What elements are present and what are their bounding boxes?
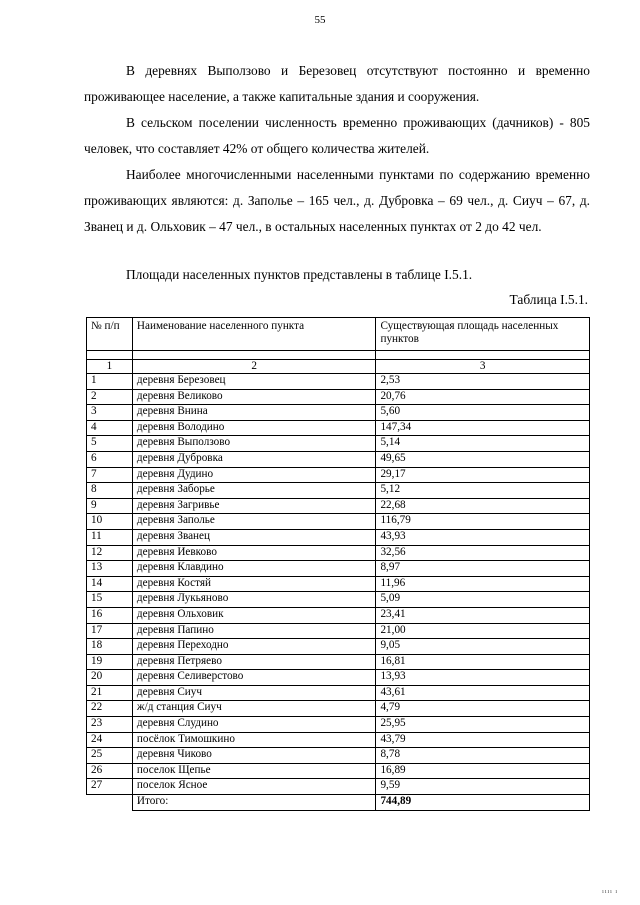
- row-number: 20: [87, 670, 133, 686]
- paragraph-3: Наиболее многочисленными населенными пунктами по содержанию временно проживающих являются: д. Заполье – 165 чел., д. Дубровка – 69 чел., д. Сиуч – 67, д. Званец и д. Ольховик – 47 чел., в остальных населенных пунктах от 2 до 42 чел.: [84, 167, 590, 234]
- settlement-area: 8,78: [376, 748, 590, 764]
- row-number: 4: [87, 420, 133, 436]
- row-number: 13: [87, 561, 133, 577]
- column-number: 2: [132, 360, 376, 374]
- spacer-cell: [132, 351, 376, 360]
- table-row: [87, 576, 590, 592]
- settlement-name: деревня Великово: [132, 389, 376, 405]
- spacer-cell: [376, 351, 590, 360]
- table-row: [87, 514, 590, 530]
- table-row: [87, 592, 590, 608]
- settlement-area: 22,68: [376, 498, 590, 514]
- spacer-cell: [87, 351, 133, 360]
- settlement-area: 5,60: [376, 405, 590, 421]
- table-row: [87, 717, 590, 733]
- settlement-name: деревня Переходно: [132, 639, 376, 655]
- table-row: [87, 498, 590, 514]
- table-spacer-row: [87, 351, 590, 360]
- settlement-area: 5,09: [376, 592, 590, 608]
- table-row: [87, 451, 590, 467]
- row-number: 1: [87, 374, 133, 390]
- settlement-name: деревня Внина: [132, 405, 376, 421]
- table-caption: Таблица I.5.1.: [509, 292, 588, 307]
- settlement-name: деревня Лукьяново: [132, 592, 376, 608]
- table-row: [87, 561, 590, 577]
- footer-mark: ıııı ı: [602, 889, 618, 895]
- settlement-name: деревня Дубровка: [132, 451, 376, 467]
- settlement-area: 16,89: [376, 763, 590, 779]
- settlement-area: 21,00: [376, 623, 590, 639]
- table-row: [87, 748, 590, 764]
- settlement-name: деревня Володино: [132, 420, 376, 436]
- settlement-name: поселок Щепье: [132, 763, 376, 779]
- column-number: 3: [376, 360, 590, 374]
- settlement-area: 13,93: [376, 670, 590, 686]
- settlement-name: деревня Сиуч: [132, 685, 376, 701]
- header-name: Наименование населенного пункта: [132, 318, 376, 351]
- table-row: [87, 545, 590, 561]
- table-row: [87, 436, 590, 452]
- settlement-area: 5,14: [376, 436, 590, 452]
- settlement-name: деревня Выползово: [132, 436, 376, 452]
- settlement-area: 8,97: [376, 561, 590, 577]
- row-number: 17: [87, 623, 133, 639]
- settlement-area: 4,79: [376, 701, 590, 717]
- table-row: [87, 639, 590, 655]
- table-row: [87, 623, 590, 639]
- row-number: 21: [87, 685, 133, 701]
- column-numbers-row: [87, 360, 590, 374]
- settlement-name: деревня Селиверстово: [132, 670, 376, 686]
- row-number: 25: [87, 748, 133, 764]
- settlement-area: 32,56: [376, 545, 590, 561]
- row-number: 14: [87, 576, 133, 592]
- settlements-area-table: [86, 317, 590, 811]
- settlement-area: 16,81: [376, 654, 590, 670]
- settlement-name: деревня Загривье: [132, 498, 376, 514]
- row-number: 6: [87, 451, 133, 467]
- table-row: [87, 670, 590, 686]
- settlement-name: ж/д станция Сиуч: [132, 701, 376, 717]
- settlement-area: 9,59: [376, 779, 590, 795]
- settlement-name: деревня Петряево: [132, 654, 376, 670]
- row-number: 15: [87, 592, 133, 608]
- settlement-name: деревня Костяй: [132, 576, 376, 592]
- total-empty-cell: [87, 795, 133, 811]
- settlement-name: деревня Березовец: [132, 374, 376, 390]
- table-row: [87, 701, 590, 717]
- settlement-area: 2,53: [376, 374, 590, 390]
- paragraph-2: В сельском поселении численность временно проживающих (дачников) - 805 человек, что составляет 42% от общего количества жителей.: [84, 115, 590, 156]
- row-number: 22: [87, 701, 133, 717]
- settlement-name: деревня Званец: [132, 529, 376, 545]
- settlement-name: деревня Дудино: [132, 467, 376, 483]
- row-number: 8: [87, 483, 133, 499]
- table-row: [87, 374, 590, 390]
- settlement-area: 20,76: [376, 389, 590, 405]
- settlement-name: деревня Папино: [132, 623, 376, 639]
- row-number: 19: [87, 654, 133, 670]
- table-row: [87, 763, 590, 779]
- column-number: 1: [87, 360, 133, 374]
- row-number: 24: [87, 732, 133, 748]
- settlement-area: 43,79: [376, 732, 590, 748]
- row-number: 27: [87, 779, 133, 795]
- header-area: Существующая площадь населенных пунктов: [376, 318, 590, 351]
- settlement-name: деревня Заполье: [132, 514, 376, 530]
- header-num: № п/п: [87, 318, 133, 351]
- table-row: [87, 405, 590, 421]
- table-row: [87, 685, 590, 701]
- settlement-area: 9,05: [376, 639, 590, 655]
- settlement-name: поселок Ясное: [132, 779, 376, 795]
- page-number: 55: [314, 14, 326, 26]
- settlement-area: 23,41: [376, 607, 590, 623]
- table-row: [87, 389, 590, 405]
- settlement-area: 43,93: [376, 529, 590, 545]
- row-number: 5: [87, 436, 133, 452]
- row-number: 26: [87, 763, 133, 779]
- row-number: 18: [87, 639, 133, 655]
- total-label: Итого:: [132, 795, 376, 811]
- settlement-name: деревня Чиково: [132, 748, 376, 764]
- row-number: 23: [87, 717, 133, 733]
- table-row: [87, 732, 590, 748]
- table-row: [87, 529, 590, 545]
- row-number: 9: [87, 498, 133, 514]
- settlement-area: 49,65: [376, 451, 590, 467]
- settlement-area: 25,95: [376, 717, 590, 733]
- row-number: 3: [87, 405, 133, 421]
- row-number: 16: [87, 607, 133, 623]
- settlement-name: посёлок Тимошкино: [132, 732, 376, 748]
- settlement-area: 43,61: [376, 685, 590, 701]
- settlement-area: 116,79: [376, 514, 590, 530]
- settlement-name: деревня Клавдино: [132, 561, 376, 577]
- total-value: 744,89: [376, 795, 590, 811]
- settlement-name: деревня Заборье: [132, 483, 376, 499]
- row-number: 10: [87, 514, 133, 530]
- settlement-area: 11,96: [376, 576, 590, 592]
- settlement-name: деревня Ольховик: [132, 607, 376, 623]
- row-number: 11: [87, 529, 133, 545]
- settlement-name: деревня Иевково: [132, 545, 376, 561]
- total-row: [87, 795, 590, 811]
- settlement-name: деревня Слудино: [132, 717, 376, 733]
- paragraph-4: Площади населенных пунктов представлены в таблице I.5.1.: [126, 267, 473, 282]
- table-row: [87, 607, 590, 623]
- row-number: 2: [87, 389, 133, 405]
- settlement-area: 147,34: [376, 420, 590, 436]
- settlement-area: 5,12: [376, 483, 590, 499]
- table-row: [87, 483, 590, 499]
- table-header-row: [87, 318, 590, 351]
- row-number: 7: [87, 467, 133, 483]
- table-row: [87, 779, 590, 795]
- table-row: [87, 467, 590, 483]
- row-number: 12: [87, 545, 133, 561]
- paragraph-1: В деревнях Выползово и Березовец отсутствуют постоянно и временно проживающее население, а также капитальные здания и сооружения.: [84, 63, 590, 104]
- table-row: [87, 654, 590, 670]
- table-row: [87, 420, 590, 436]
- settlement-area: 29,17: [376, 467, 590, 483]
